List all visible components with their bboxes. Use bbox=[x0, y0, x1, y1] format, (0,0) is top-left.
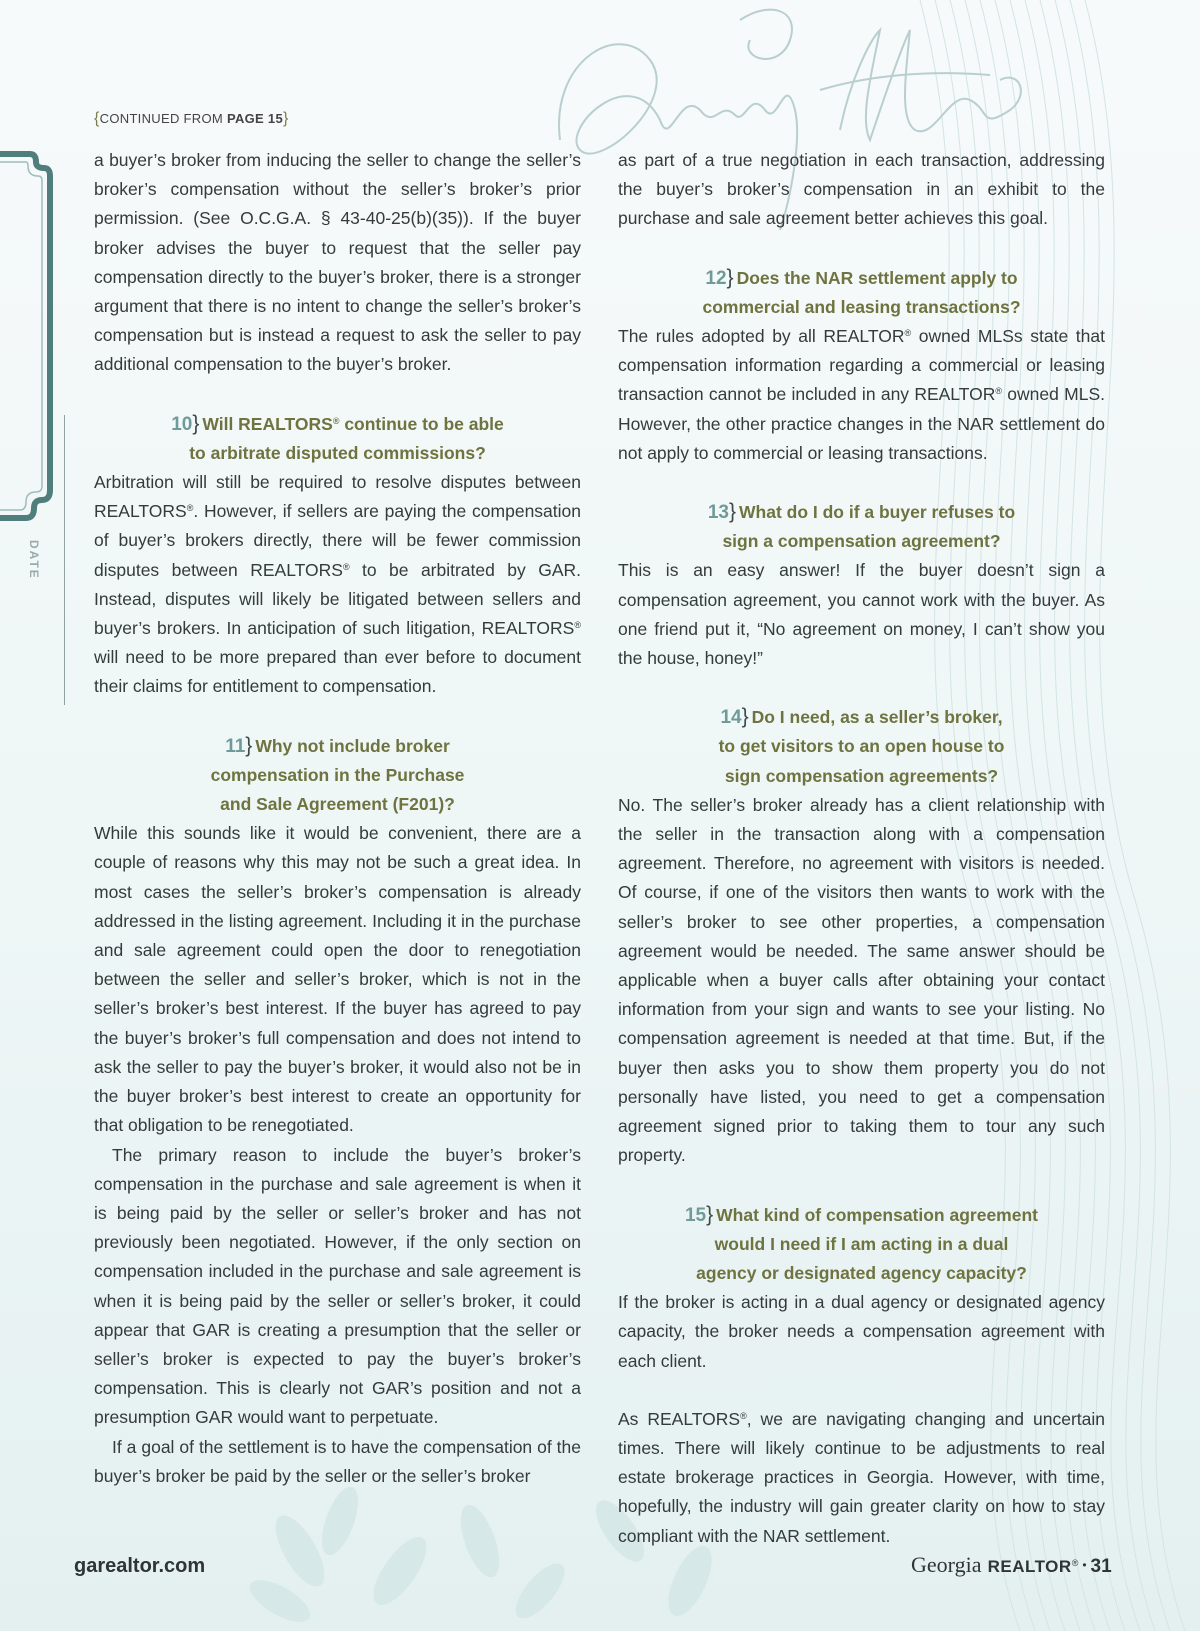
brace-close: } bbox=[283, 110, 289, 127]
brand-realtor: REALTOR bbox=[987, 1557, 1072, 1576]
question-15-heading bbox=[618, 1200, 1105, 1289]
answer-11-paragraph-1: While this sounds like it would be convenient, there are a couple of reasons why this may not be such a great idea. In most cases the seller’s broker’s compensation is already addressed in the listing agreement. Including it in the purchase and sale agreement could open the door to renegotiation between the seller and seller’s broker, which is not in the seller’s broker’s best interest. If the buyer has agreed to pay the buyer’s broker’s full compensation and does not intend to ask the seller to pay the buyer’s broker, it would also not be in the buyer broker’s best interest to create an opportunity for that obligation to be renegotiated. bbox=[94, 823, 581, 1136]
answer-text: owned MLSs state that compensation information regarding a commercial or leasing transaction cannot be included in any REALTOR bbox=[618, 326, 1105, 405]
brace-icon: } bbox=[741, 705, 749, 729]
answer-text: Arbitration will still be required to resolve disputes between REALTORS bbox=[94, 472, 581, 522]
footer-website-link[interactable]: garealtor.com bbox=[74, 1555, 206, 1577]
question-text: What do I do if a buyer refuses to bbox=[739, 502, 1016, 523]
answer-15: If the broker is acting in a dual agency or designated agency capacity, the broker needs a compensation agreement with each client. bbox=[618, 1292, 1105, 1371]
question-text: Does the NAR settlement apply to bbox=[736, 267, 1018, 288]
date-label: DATE bbox=[27, 540, 41, 580]
question-number: 15 bbox=[684, 1204, 707, 1226]
registered-mark: ® bbox=[342, 561, 350, 572]
brand-georgia: Georgia bbox=[911, 1552, 982, 1577]
registered-mark: ® bbox=[995, 386, 1003, 397]
question-text: Why not include broker bbox=[255, 735, 450, 756]
question-text: agency or designated agency capacity? bbox=[696, 1262, 1027, 1283]
footer-folio bbox=[911, 1552, 1112, 1578]
answer-12 bbox=[618, 322, 1105, 468]
question-text: commercial and leasing transactions? bbox=[702, 296, 1021, 317]
brace-open: { bbox=[94, 110, 100, 127]
answer-13: This is an easy answer! If the buyer doesn’t sign a compensation agreement, you cannot work with the buyer. As one friend put it, “No agreement on money, I can’t show you the house, honey!” bbox=[618, 560, 1105, 669]
brace-icon: } bbox=[728, 500, 736, 524]
answer-11-paragraph-2: The primary reason to include the buyer’s broker’s compensation in the purchase and sale agreement is when it is being paid by the seller or seller’s broker and has not previously been negotiated. However, if the only section on compensation included in the purchase and sale agreement is when it is being paid by the seller or seller’s broker, it could appear that GAR is creating a presumption that the seller or seller’s broker is expected to pay the buyer’s broker’s compensation. This is clearly not GAR’s position and not a presumption GAR would want to perpetuate. bbox=[94, 1144, 581, 1428]
question-12-heading bbox=[618, 263, 1105, 322]
continued-prefix: CONTINUED FROM bbox=[99, 111, 227, 126]
continued-page: PAGE 15 bbox=[226, 111, 283, 126]
closing-text: , we are navigating changing and uncertain times. There will likely continue to be adjustments to real estate brokerage practices in Georgia. However, with time, hopefully, the industry will gain greater clarity on how to stay compliant with the NAR settlement. bbox=[618, 1408, 1105, 1546]
brace-icon: } bbox=[245, 733, 253, 757]
question-13-heading bbox=[618, 497, 1105, 556]
brace-icon: } bbox=[192, 411, 200, 435]
question-14-heading bbox=[618, 702, 1105, 791]
registered-mark: ® bbox=[904, 328, 912, 339]
question-text: Do I need, as a seller’s broker, bbox=[751, 707, 1003, 728]
question-text: sign a compensation agreement? bbox=[722, 531, 1001, 552]
question-text: to arbitrate disputed commissions? bbox=[189, 442, 486, 463]
question-text: continue to be able bbox=[339, 413, 504, 434]
continued-paragraph: as part of a true negotiation in each transaction, addressing the buyer’s broker’s compensation in an exhibit to the purchase and sale agreement better achieves this goal. bbox=[618, 150, 1105, 229]
answer-text: owned MLS. However, the other practice changes in the NAR settlement do not apply to commercial or leasing transactions. bbox=[618, 384, 1105, 463]
question-text: What kind of compensation agreement bbox=[716, 1204, 1038, 1225]
answer-text: to be arbitrated by GAR. Instead, disputes will likely be litigated between sellers and buyer’s brokers. In anticipation of such litigation, REALTORS bbox=[94, 559, 582, 639]
registered-mark: ® bbox=[740, 1410, 747, 1421]
question-10-heading bbox=[94, 409, 581, 468]
brace-icon: } bbox=[706, 1202, 714, 1226]
registered-mark: ® bbox=[186, 503, 194, 514]
question-text: and Sale Agreement (F201)? bbox=[220, 794, 455, 815]
answer-10 bbox=[94, 468, 581, 702]
answer-text: The rules adopted by all REALTOR bbox=[618, 326, 905, 347]
brace-icon: } bbox=[726, 265, 734, 289]
answer-14: No. The seller’s broker already has a client relationship with the seller in the transaction along with a compensation agreement. Therefore, no agreement with visitors is needed. Of course, if one of the visitors then wants to work with the seller’s broker to see other properties, a compensation agreement would be needed. The same answer should be applicable when a buyer calls after obtaining your contact information from your sign and wants to see your listing. No compensation agreement is needed at that time. But, if the buyer then asks you to show them property you do not personally have listed, you need to get a compensation agreement signed prior to taking them to tour any such property. bbox=[618, 794, 1105, 1166]
closing-text: As REALTORS bbox=[618, 1408, 741, 1429]
question-number: 10 bbox=[171, 413, 193, 435]
date-rule bbox=[64, 415, 65, 705]
question-number: 11 bbox=[225, 735, 246, 757]
question-text: Will REALTORS bbox=[202, 413, 333, 434]
registered-mark: ® bbox=[1071, 1558, 1079, 1568]
question-11-heading bbox=[94, 731, 581, 820]
decorative-side-bracket bbox=[0, 150, 60, 530]
registered-mark: ® bbox=[332, 415, 340, 426]
answer-text: will need to be more prepared than ever before to document their claims for entitlement to compensation. bbox=[94, 647, 581, 697]
answer-11-paragraph-3: If a goal of the settlement is to have the compensation of the buyer’s broker be paid by the seller or the seller’s broker bbox=[94, 1436, 581, 1486]
question-text: to get visitors to an open house to bbox=[718, 736, 1005, 757]
question-text: compensation in the Purchase bbox=[210, 764, 465, 785]
question-number: 13 bbox=[707, 502, 729, 524]
continued-from-note bbox=[94, 110, 289, 128]
page-number: 31 bbox=[1090, 1556, 1112, 1577]
question-text: sign compensation agreements? bbox=[724, 765, 999, 786]
separator-dot: • bbox=[1082, 1558, 1087, 1572]
closing-paragraph bbox=[618, 1405, 1105, 1551]
right-column bbox=[618, 146, 1105, 1551]
answer-text: . However, if sellers are paying the compensation of buyer’s brokers directly, there will be fewer commission disputes between REALTORS bbox=[94, 501, 581, 580]
registered-mark: ® bbox=[574, 620, 581, 631]
question-text: would I need if I am acting in a dual bbox=[714, 1233, 1009, 1254]
question-number: 12 bbox=[705, 267, 727, 289]
intro-paragraph: a buyer’s broker from inducing the seller to change the seller’s broker’s compensation without the seller’s broker’s prior permission. (See O.C.G.A. § 43-40-25(b)(35)). If the buyer broker advises the buyer to request that the seller pay compensation directly to the buyer’s broker, there is a stronger argument that there is no intent to change the seller’s broker’s compensation but is instead a request to ask the seller to pay additional compensation to the buyer’s broker. bbox=[94, 150, 581, 375]
question-number: 14 bbox=[720, 707, 742, 729]
left-column bbox=[94, 146, 581, 1491]
